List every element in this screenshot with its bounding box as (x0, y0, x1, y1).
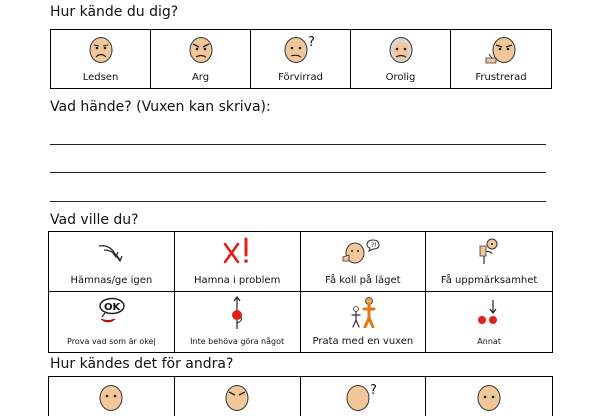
red-dots-arrow-icon (475, 298, 503, 326)
feelings-grid (50, 29, 552, 89)
want-label: Inte behöva göra något (190, 337, 285, 346)
svg-text:?!: ?! (370, 242, 377, 249)
want-label: Hämnas/ge igen (70, 275, 153, 286)
confused-face-icon (345, 382, 381, 412)
feeling-label: Orolig (385, 72, 416, 83)
want-label: Få koll på läget (325, 275, 401, 286)
question-feelings: Hur kände du dig? (50, 4, 179, 20)
want-overview[interactable] (301, 232, 427, 291)
others-feeling-3[interactable] (301, 377, 427, 416)
wants-row-2 (49, 292, 552, 352)
others-feeling-1[interactable] (49, 377, 175, 416)
writing-line-2[interactable] (50, 172, 546, 173)
feeling-sad[interactable] (51, 30, 151, 88)
frustrated-face-icon (484, 36, 518, 64)
want-label: Hamna i problem (193, 275, 281, 286)
feeling-label: Frustrerad (475, 72, 527, 83)
writing-line-3[interactable] (50, 201, 546, 202)
want-label: Annat (477, 337, 501, 346)
want-nothing[interactable] (175, 292, 301, 352)
sad-face-icon (88, 36, 114, 64)
others-feeling-2[interactable] (175, 377, 301, 416)
feeling-frustrated[interactable] (451, 30, 551, 88)
attention-hand-icon (474, 236, 504, 266)
want-label: Få uppmärksamhet (440, 275, 538, 286)
svg-text:?: ? (369, 383, 377, 398)
want-label: Prata med en vuxen (312, 336, 414, 347)
svg-text:?: ? (307, 35, 315, 50)
feeling-confused[interactable] (251, 30, 351, 88)
confused-face-icon (283, 34, 319, 64)
writing-line-1[interactable] (50, 144, 546, 145)
want-label: Prova vad som är okej (67, 337, 156, 346)
stop-sign-icon (227, 295, 247, 331)
sad-face-icon (98, 384, 124, 412)
want-attention[interactable] (426, 232, 552, 291)
angry-face-icon (188, 36, 214, 64)
want-other[interactable] (426, 292, 552, 352)
svg-text:OK: OK (104, 302, 121, 313)
question-others-feelings: Hur kändes det för andra? (50, 356, 234, 372)
want-talk-adult[interactable] (301, 292, 427, 352)
want-try-ok[interactable] (49, 292, 175, 352)
feeling-label: Arg (191, 72, 210, 83)
want-trouble[interactable] (175, 232, 301, 291)
wants-grid (48, 231, 553, 353)
worried-face-icon (386, 36, 416, 64)
others-feeling-4[interactable] (426, 377, 552, 416)
wants-row-1 (49, 232, 552, 292)
revenge-arrows-icon (96, 240, 126, 264)
worried-face-icon (476, 384, 502, 412)
adult-child-icon (345, 296, 381, 328)
thinking-person-icon (341, 237, 385, 265)
feeling-label: Förvirrad (278, 72, 323, 83)
ok-speech-icon (91, 297, 131, 327)
others-feelings-grid (48, 376, 553, 416)
feeling-worried[interactable] (351, 30, 451, 88)
feeling-angry[interactable] (151, 30, 251, 88)
angry-face-icon (224, 384, 250, 412)
question-what-wanted: Vad ville du? (50, 212, 139, 228)
feeling-label: Ledsen (82, 72, 119, 83)
question-what-happened: Vad hände? (Vuxen kan skriva): (50, 99, 271, 115)
want-revenge[interactable] (49, 232, 175, 291)
x-exclamation-icon (220, 236, 254, 266)
